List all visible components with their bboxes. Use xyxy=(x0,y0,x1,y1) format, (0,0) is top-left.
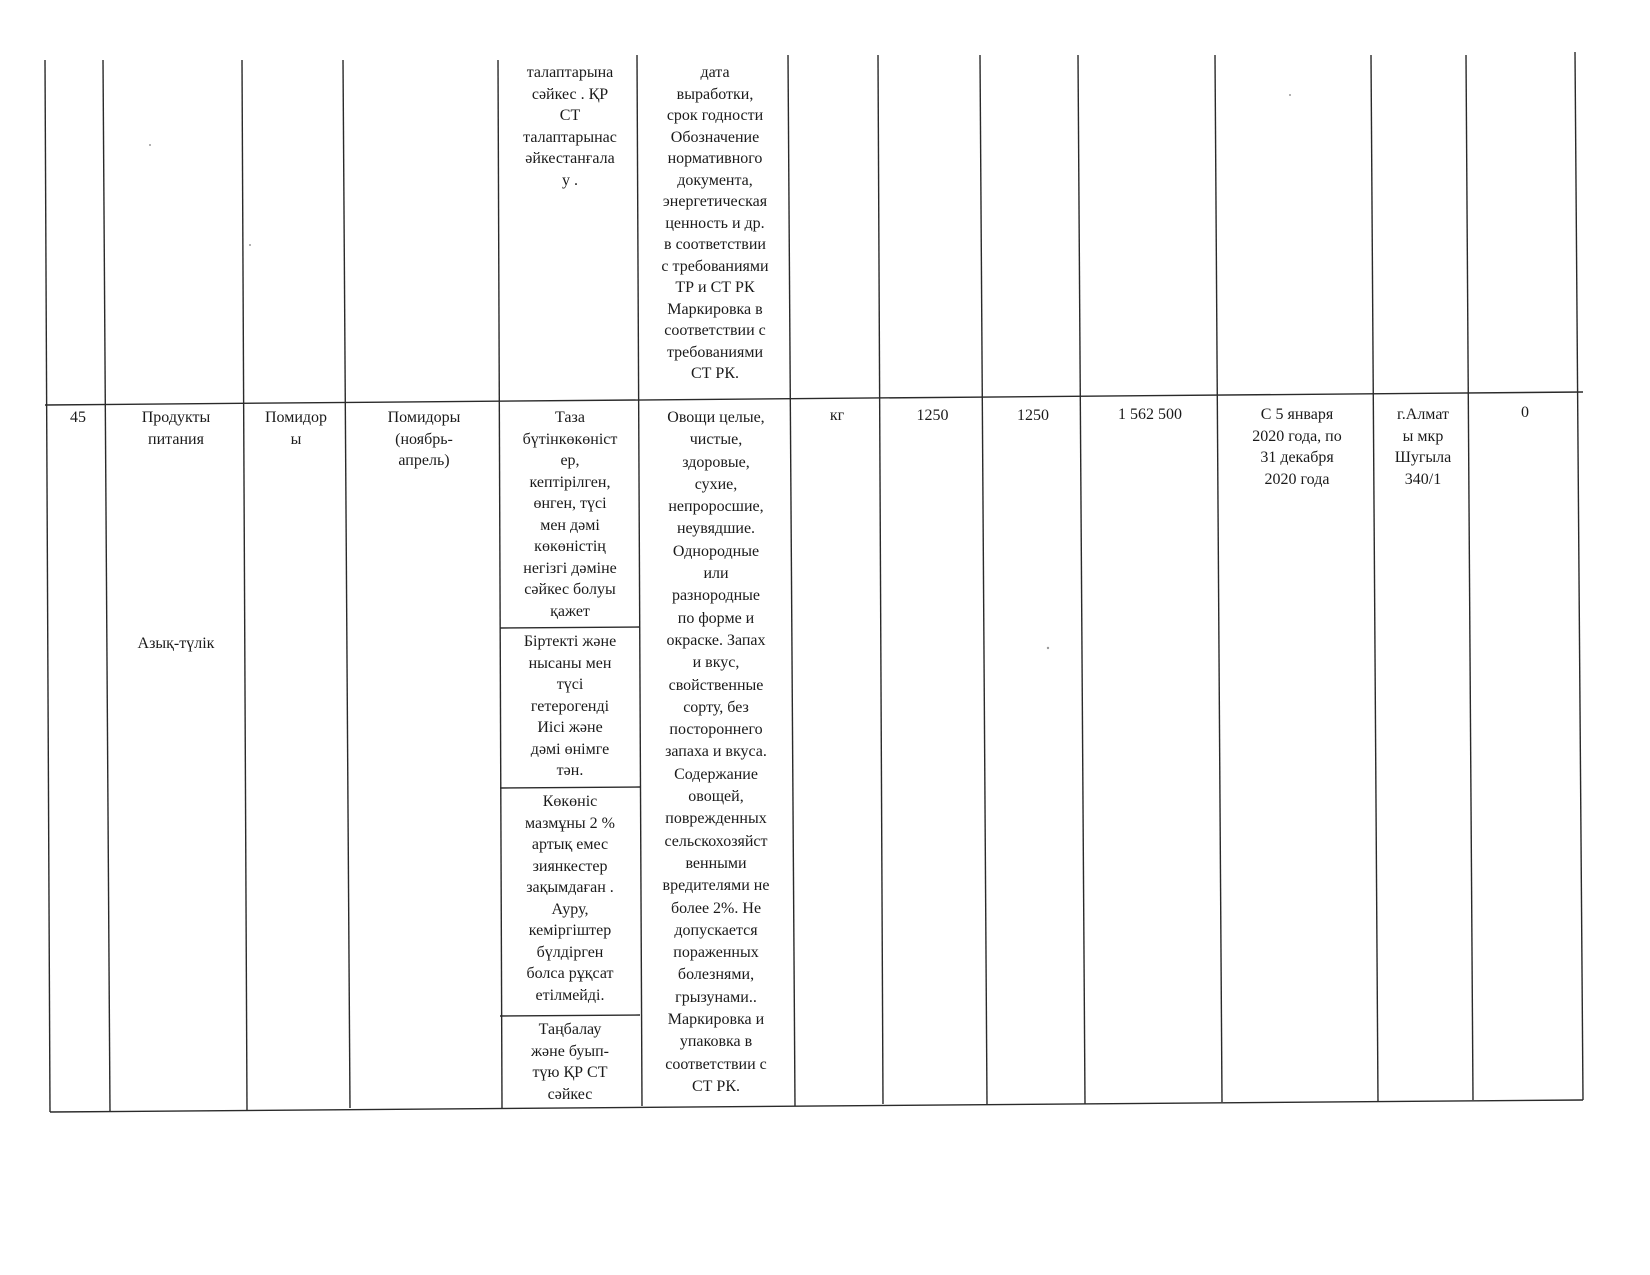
cell-spec-ru: Овощи целые, чистые, здоровые, сухие, непророcшие, неувядшие. Однородные или разнородные по форме и окраске. Запах и вкус, свойственные сорту, без постороннего запаха и вкуса. Содержание овощей, поврежденных сельскохозяйст венными вредителями не более 2%. Не допускается пораженных болезнями, грызунами.. Маркировка и упаковка в соответствии с СТ РК. xyxy=(662,409,770,1095)
cell-unit: кг xyxy=(829,407,845,424)
cell-spec-kz-2: Біртекті және нысаны мен түсі гетерогенді Иісі және дәмі өнімге тән. xyxy=(523,633,617,779)
cell-name-full: Помидоры (ноябрь- апрель) xyxy=(387,409,461,469)
cell-amount: 1 562 500 xyxy=(1118,406,1182,423)
cell-spec-kz-4: Таңбалау және буып- түю ҚР СТ сәйкес xyxy=(531,1021,609,1103)
cell-spec-ru-continued: дата выработки, срок годности Обозначение нормативного документа, энергетическая ценность и др. в соответствии с требованиями ТР и СТ РК Маркировка в соответствии с требованиями СТ РК. xyxy=(661,64,769,382)
cell-quantity-1: 1250 xyxy=(916,407,949,424)
cell-category-ru: Продукты питания xyxy=(141,409,211,448)
cell-advance: 0 xyxy=(1521,404,1529,421)
cell-spec-kz-1: Таза бүтінкөкөніст ер, кептірілген, өнген, түсі мен дәмі көкөністің негізгі дәміне сәйкес болуы қажет xyxy=(522,409,618,620)
cell-delivery-place: г.Алмат ы мкр Шугыла 340/1 xyxy=(1394,406,1452,488)
cell-spec-kz-continued: талаптарына сәйкес . ҚР СТ талаптарынас әйкестанғала у . xyxy=(523,64,617,189)
cell-delivery-period: С 5 января 2020 года, по 31 декабря 2020 года xyxy=(1252,406,1342,488)
cell-category-kz: Азық-түлік xyxy=(137,635,215,652)
cell-name-short: Помидор ы xyxy=(264,409,328,448)
cell-spec-kz-3: Көкөніс мазмұны 2 % артық емес зиянкестер зақымдаған . Ауру, кеміргіштер бүлдірген болса рұқсат етілмейді. xyxy=(525,793,615,1004)
cell-row-number: 45 xyxy=(70,409,86,426)
cell-quantity-2: 1250 xyxy=(1017,407,1049,424)
